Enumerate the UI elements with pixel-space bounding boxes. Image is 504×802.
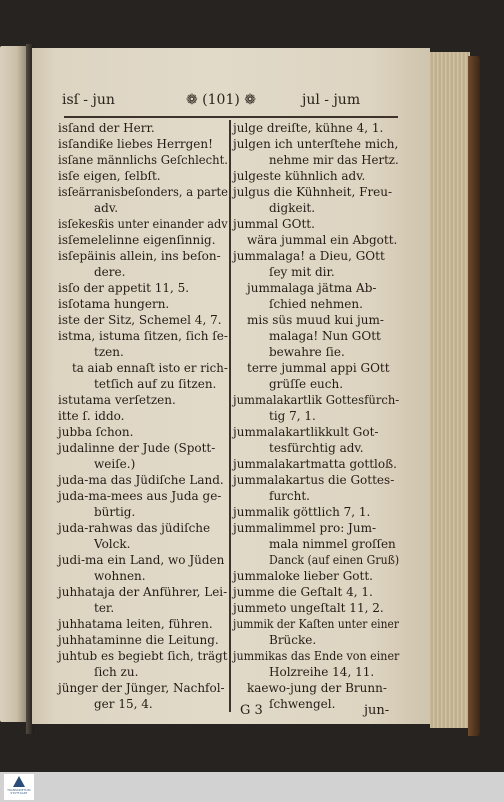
dictionary-entry-line: mis süs muud kui jum- bbox=[247, 313, 384, 327]
dictionary-entry-line: jubba ſchon. bbox=[58, 425, 134, 439]
dictionary-entry-line: jummal GOtt. bbox=[233, 217, 315, 231]
dictionary-entry-line: julgen ich unterſtehe mich, bbox=[233, 137, 399, 151]
dictionary-entry-line: kaewo-jung der Brunn- bbox=[247, 681, 387, 695]
dictionary-entry-line: bürtig. bbox=[94, 505, 136, 519]
dictionary-entry-line: bewahre ſie. bbox=[269, 345, 345, 359]
dictionary-entry-line: isſotama hungern. bbox=[58, 297, 170, 311]
dictionary-entry-line: isſo der appetit 11, 5. bbox=[58, 281, 190, 295]
dictionary-entry-line: julge dreiſte, kühne 4, 1. bbox=[233, 121, 384, 135]
viewer-bottom-bar bbox=[0, 772, 504, 802]
dictionary-entry-line: juda-ma das Jüdiſche Land. bbox=[58, 473, 224, 487]
dictionary-entry-line: judalinne der Jude (Spott- bbox=[58, 441, 216, 455]
dictionary-entry-line: Danck (auf einen Gruß) bbox=[269, 553, 400, 567]
right-column bbox=[233, 120, 399, 712]
book-cover-edge bbox=[468, 56, 480, 736]
header-left-guideword: isſ - jun bbox=[62, 92, 115, 108]
dictionary-entry-line: mala nimmel groſſen bbox=[269, 537, 396, 551]
dictionary-entry-line: tesfürchtig adv. bbox=[269, 441, 364, 455]
dictionary-entry-line: malaga! Nun GOtt bbox=[269, 329, 381, 343]
dictionary-entry-line: ta aiab ennaſt isto er rich- bbox=[72, 361, 228, 375]
column-divider bbox=[229, 120, 231, 712]
dictionary-entry-line: ſchwengel. bbox=[269, 697, 336, 711]
dictionary-entry-line: isſe eigen, ſelbſt. bbox=[58, 169, 161, 183]
dictionary-entry-line: nehme mir das Hertz. bbox=[269, 153, 399, 167]
dictionary-entry-line: ſey mit dir. bbox=[269, 265, 335, 279]
dictionary-entry-line: dere. bbox=[94, 265, 126, 279]
dictionary-entry-line: jummalakartlik Gottesfürch- bbox=[233, 393, 400, 407]
library-logo bbox=[4, 774, 34, 800]
dictionary-entry-line: terre jummal appi GOtt bbox=[247, 361, 390, 375]
dictionary-entry-line: furcht. bbox=[269, 489, 310, 503]
left-column bbox=[58, 120, 228, 712]
dictionary-entry-line: julgeste kühnlich adv. bbox=[233, 169, 366, 183]
dictionary-entry-line: jummalaga jätma Ab- bbox=[247, 281, 377, 295]
dictionary-entry-line: adv. bbox=[94, 201, 119, 215]
dictionary-entry-line: jummikas das Ende von einer bbox=[233, 649, 400, 663]
dictionary-entry-line: istutama verſetzen. bbox=[58, 393, 176, 407]
dictionary-entry-line: judi-ma ein Land, wo Jüden bbox=[58, 553, 225, 567]
dictionary-entry-line: jummalakartmatta gottloß. bbox=[233, 457, 397, 471]
dictionary-entry-line: tzen. bbox=[94, 345, 124, 359]
dictionary-entry-line: jumme die Geſtalt 4, 1. bbox=[233, 585, 373, 599]
dictionary-entry-line: tetſich auf zu ſitzen. bbox=[94, 377, 217, 391]
dictionary-entry-line: isſeärranisbeſonders, a parte bbox=[58, 185, 228, 199]
dictionary-entry-line: Brücke. bbox=[269, 633, 317, 647]
dictionary-entry-line: isſand der Herr. bbox=[58, 121, 155, 135]
running-header bbox=[62, 92, 402, 112]
dictionary-entry-line: jünger der Jünger, Nachfol- bbox=[58, 681, 225, 695]
page-footer bbox=[240, 703, 400, 721]
dictionary-entry-line: juhtub es begiebt ſich, trägt bbox=[58, 649, 228, 663]
dictionary-entry-line: digkeit. bbox=[269, 201, 316, 215]
library-logo-icon bbox=[13, 776, 25, 787]
dictionary-entry-line: isſepäinis allein, ins beſon- bbox=[58, 249, 221, 263]
dictionary-entry-line: isſandiƙe liebes Herrgen! bbox=[58, 137, 213, 151]
header-rule bbox=[64, 116, 398, 118]
page-stack-edge bbox=[430, 52, 470, 728]
dictionary-entry-line: juda-ma-mees aus Juda ge- bbox=[58, 489, 222, 503]
dictionary-entry-line: isſekesƙis unter einander adv bbox=[58, 217, 228, 231]
dictionary-entry-line: jummaloke lieber Gott. bbox=[233, 569, 373, 583]
facing-page-edge bbox=[0, 46, 28, 722]
dictionary-entry-line: jummalakartus die Gottes- bbox=[233, 473, 395, 487]
dictionary-entry-line: istma, istuma ſitzen, ſich ſe- bbox=[58, 329, 228, 343]
dictionary-entry-line: juhhataja der Anführer, Lei- bbox=[58, 585, 228, 599]
header-right-guideword: jul - jum bbox=[302, 92, 361, 108]
dictionary-entry-line: isſemelelinne eigenſinnig. bbox=[58, 233, 216, 247]
dictionary-entry-line: jummalakartlikkult Got- bbox=[233, 425, 379, 439]
dictionary-entry-line: julgus die Kühnheit, Freu- bbox=[233, 185, 393, 199]
dictionary-entry-line: ger 15, 4. bbox=[94, 697, 153, 711]
dictionary-entry-line: wära jummal ein Abgott. bbox=[247, 233, 398, 247]
header-page-number: ❁ (101) ❁ bbox=[186, 92, 257, 108]
dictionary-entry-line: juda-rahwas das jüdiſche bbox=[58, 521, 211, 535]
dictionary-entry-line: ſich zu. bbox=[94, 665, 139, 679]
dictionary-entry-line: weiſe.) bbox=[94, 457, 136, 471]
dictionary-entry-line: ſchied nehmen. bbox=[269, 297, 363, 311]
dictionary-entry-line: jummik der Kaſten unter einer bbox=[233, 617, 399, 631]
library-logo-text: TRANSKRIPTION STUTTGART bbox=[7, 789, 31, 795]
dictionary-entry-line: juhhatama leiten, führen. bbox=[58, 617, 213, 631]
dictionary-entry-line: grüſſe euch. bbox=[269, 377, 344, 391]
signature-mark: G 3 bbox=[240, 703, 263, 718]
dictionary-entry-line: jummalaga! a Dieu, GOtt bbox=[233, 249, 385, 263]
dictionary-entry-line: jummalimmel pro: Jum- bbox=[233, 521, 377, 535]
dictionary-entry-line: isſane männlichs Geſchlecht. bbox=[58, 153, 228, 167]
dictionary-entry-line: jummalik göttlich 7, 1. bbox=[233, 505, 371, 519]
dictionary-entry-line: Holzreihe 14, 11. bbox=[269, 665, 375, 679]
dictionary-entry-line: tig 7, 1. bbox=[269, 409, 316, 423]
dictionary-entry-line: ter. bbox=[94, 601, 115, 615]
dictionary-entry-line: wohnen. bbox=[94, 569, 146, 583]
dictionary-entry-line: itte ſ. iddo. bbox=[58, 409, 125, 423]
dictionary-entry-line: iste der Sitz, Schemel 4, 7. bbox=[58, 313, 222, 327]
dictionary-entry-line: jummeto ungeſtalt 11, 2. bbox=[233, 601, 384, 615]
dictionary-entry-line: Volck. bbox=[94, 537, 131, 551]
catchword: jun- bbox=[364, 703, 390, 718]
dictionary-entry-line: juhhataminne die Leitung. bbox=[58, 633, 219, 647]
